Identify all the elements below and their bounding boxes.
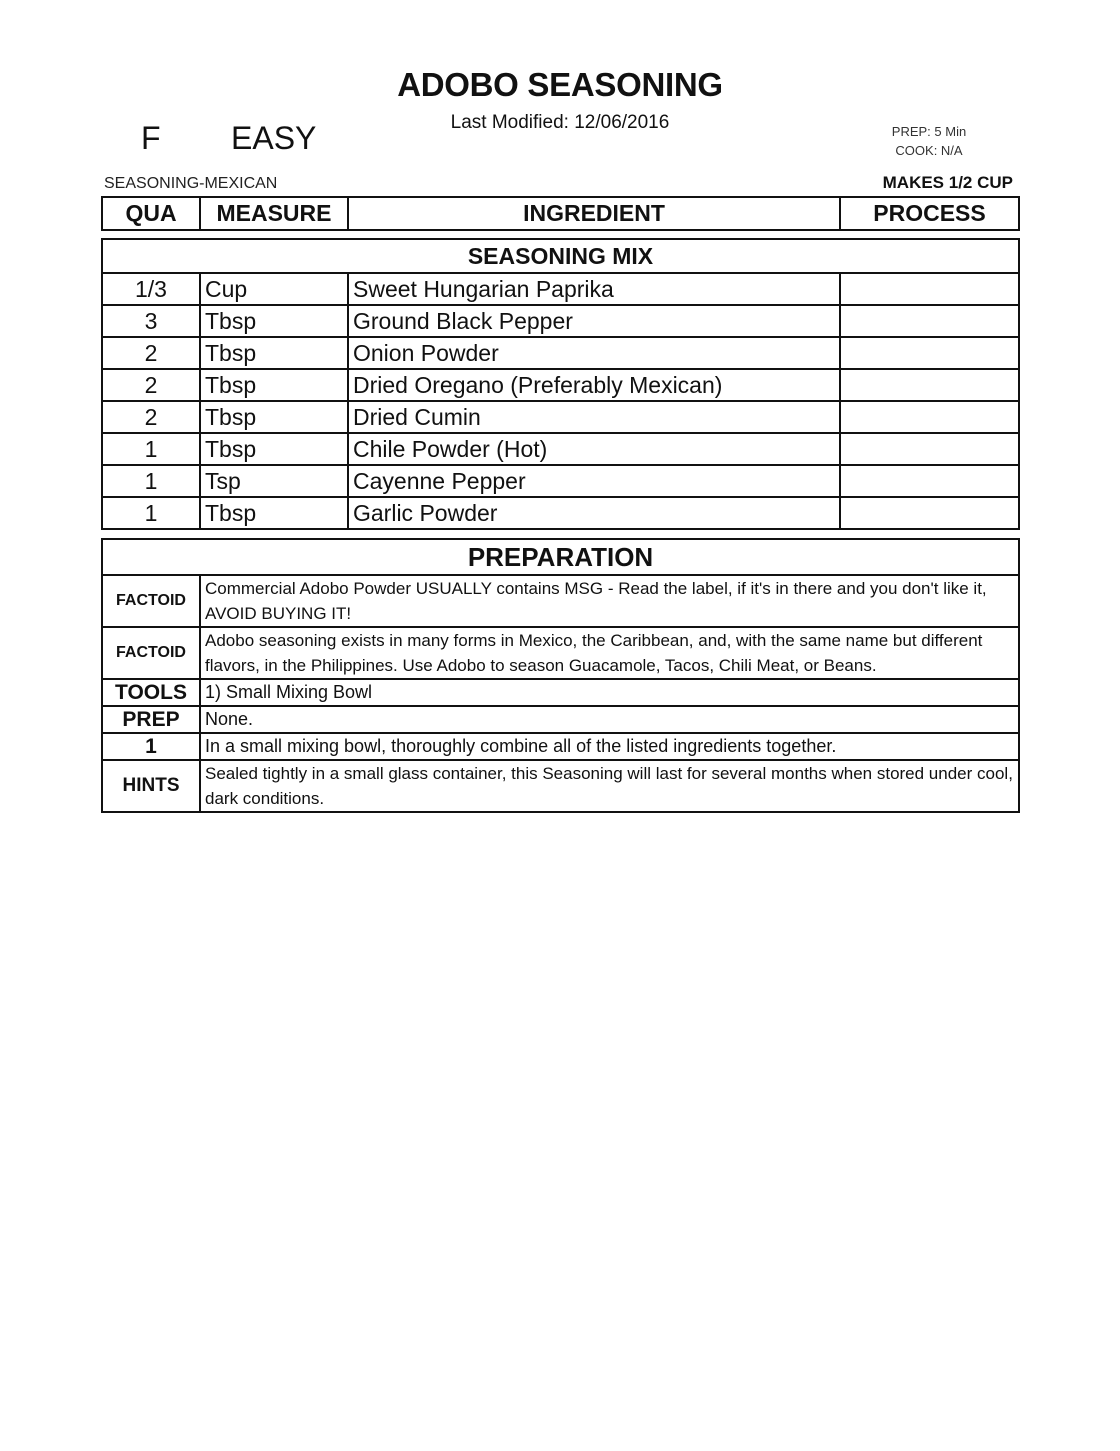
ingredient-process (840, 465, 1019, 497)
ingredient-measure: Tbsp (200, 497, 348, 529)
ingredient-qty: 1 (102, 465, 200, 497)
column-header-process: PROCESS (840, 197, 1019, 230)
column-header-row (102, 197, 1019, 230)
preparation-row (102, 760, 1019, 812)
ingredient-row (102, 433, 1019, 465)
prep-time: PREP: 5 Min (891, 124, 967, 139)
preparation-label: PREP (102, 706, 200, 733)
preparation-row (102, 679, 1019, 706)
ingredient-row (102, 401, 1019, 433)
preparation-header-row (102, 539, 1019, 575)
cook-time: COOK: N/A (895, 143, 963, 158)
ingredient-measure: Tbsp (200, 433, 348, 465)
preparation-label: FACTOID (102, 627, 200, 679)
ingredient-process (840, 337, 1019, 369)
ingredient-measure: Tsp (200, 465, 348, 497)
ingredient-qty: 3 (102, 305, 200, 337)
ingredient-name: Dried Oregano (Preferably Mexican) (348, 369, 840, 401)
recipe-category: SEASONING-MEXICAN (104, 175, 278, 192)
section-title: SEASONING MIX (102, 239, 1019, 273)
preparation-row (102, 575, 1019, 627)
ingredient-row (102, 497, 1019, 529)
ingredient-measure: Cup (200, 273, 348, 305)
ingredients-table (101, 238, 1020, 530)
ingredient-name: Cayenne Pepper (348, 465, 840, 497)
ingredient-row (102, 465, 1019, 497)
ingredient-row (102, 369, 1019, 401)
ingredient-process (840, 369, 1019, 401)
ingredient-process (840, 497, 1019, 529)
ingredient-name: Chile Powder (Hot) (348, 433, 840, 465)
ingredient-row (102, 305, 1019, 337)
times-block (870, 122, 988, 160)
ingredient-qty: 1/3 (102, 273, 200, 305)
last-modified: Last Modified: 12/06/2016 (450, 112, 670, 133)
ingredient-name: Onion Powder (348, 337, 840, 369)
difficulty: EASY (231, 120, 317, 156)
ingredient-name: Dried Cumin (348, 401, 840, 433)
ingredient-measure: Tbsp (200, 337, 348, 369)
ingredient-process (840, 433, 1019, 465)
ingredient-qty: 1 (102, 433, 200, 465)
preparation-table (101, 538, 1020, 813)
ingredient-name: Sweet Hungarian Paprika (348, 273, 840, 305)
ingredient-qty: 2 (102, 369, 200, 401)
preparation-text: Commercial Adobo Powder USUALLY contains MSG - Read the label, if it's in there and you don't like it, AVOID BUYING IT! (200, 575, 1019, 627)
ingredient-measure: Tbsp (200, 305, 348, 337)
category-letter: F (141, 120, 161, 156)
ingredient-qty: 1 (102, 497, 200, 529)
ingredient-process (840, 401, 1019, 433)
preparation-step-number: 1 (102, 733, 200, 760)
column-header-ingredient: INGREDIENT (348, 197, 840, 230)
preparation-label: FACTOID (102, 575, 200, 627)
ingredient-process (840, 305, 1019, 337)
preparation-text: In a small mixing bowl, thoroughly combine all of the listed ingredients together. (200, 733, 1019, 760)
preparation-row (102, 627, 1019, 679)
preparation-row (102, 733, 1019, 760)
recipe-yield: MAKES 1/2 CUP (882, 173, 1013, 192)
ingredient-name: Garlic Powder (348, 497, 840, 529)
ingredient-row (102, 273, 1019, 305)
column-header-measure: MEASURE (200, 197, 348, 230)
preparation-text: None. (200, 706, 1019, 733)
ingredient-name: Ground Black Pepper (348, 305, 840, 337)
preparation-text: 1) Small Mixing Bowl (200, 679, 1019, 706)
ingredient-qty: 2 (102, 337, 200, 369)
preparation-title: PREPARATION (102, 539, 1019, 575)
ingredient-measure: Tbsp (200, 401, 348, 433)
section-header-row (102, 239, 1019, 273)
recipe-title: ADOBO SEASONING (397, 66, 723, 103)
preparation-text: Adobo seasoning exists in many forms in Mexico, the Caribbean, and, with the same name but different flavors, in the Philippines. Use Adobo to season Guacamole, Tacos, Chili Meat, or Beans. (200, 627, 1019, 679)
ingredient-row (102, 337, 1019, 369)
column-header-qty: QUA (102, 197, 200, 230)
ingredient-measure: Tbsp (200, 369, 348, 401)
preparation-label: HINTS (102, 760, 200, 812)
preparation-text: Sealed tightly in a small glass container, this Seasoning will last for several months when stored under cool, dark conditions. (200, 760, 1019, 812)
preparation-row (102, 706, 1019, 733)
ingredient-qty: 2 (102, 401, 200, 433)
column-header-table (101, 196, 1020, 231)
ingredient-process (840, 273, 1019, 305)
preparation-label: TOOLS (102, 679, 200, 706)
